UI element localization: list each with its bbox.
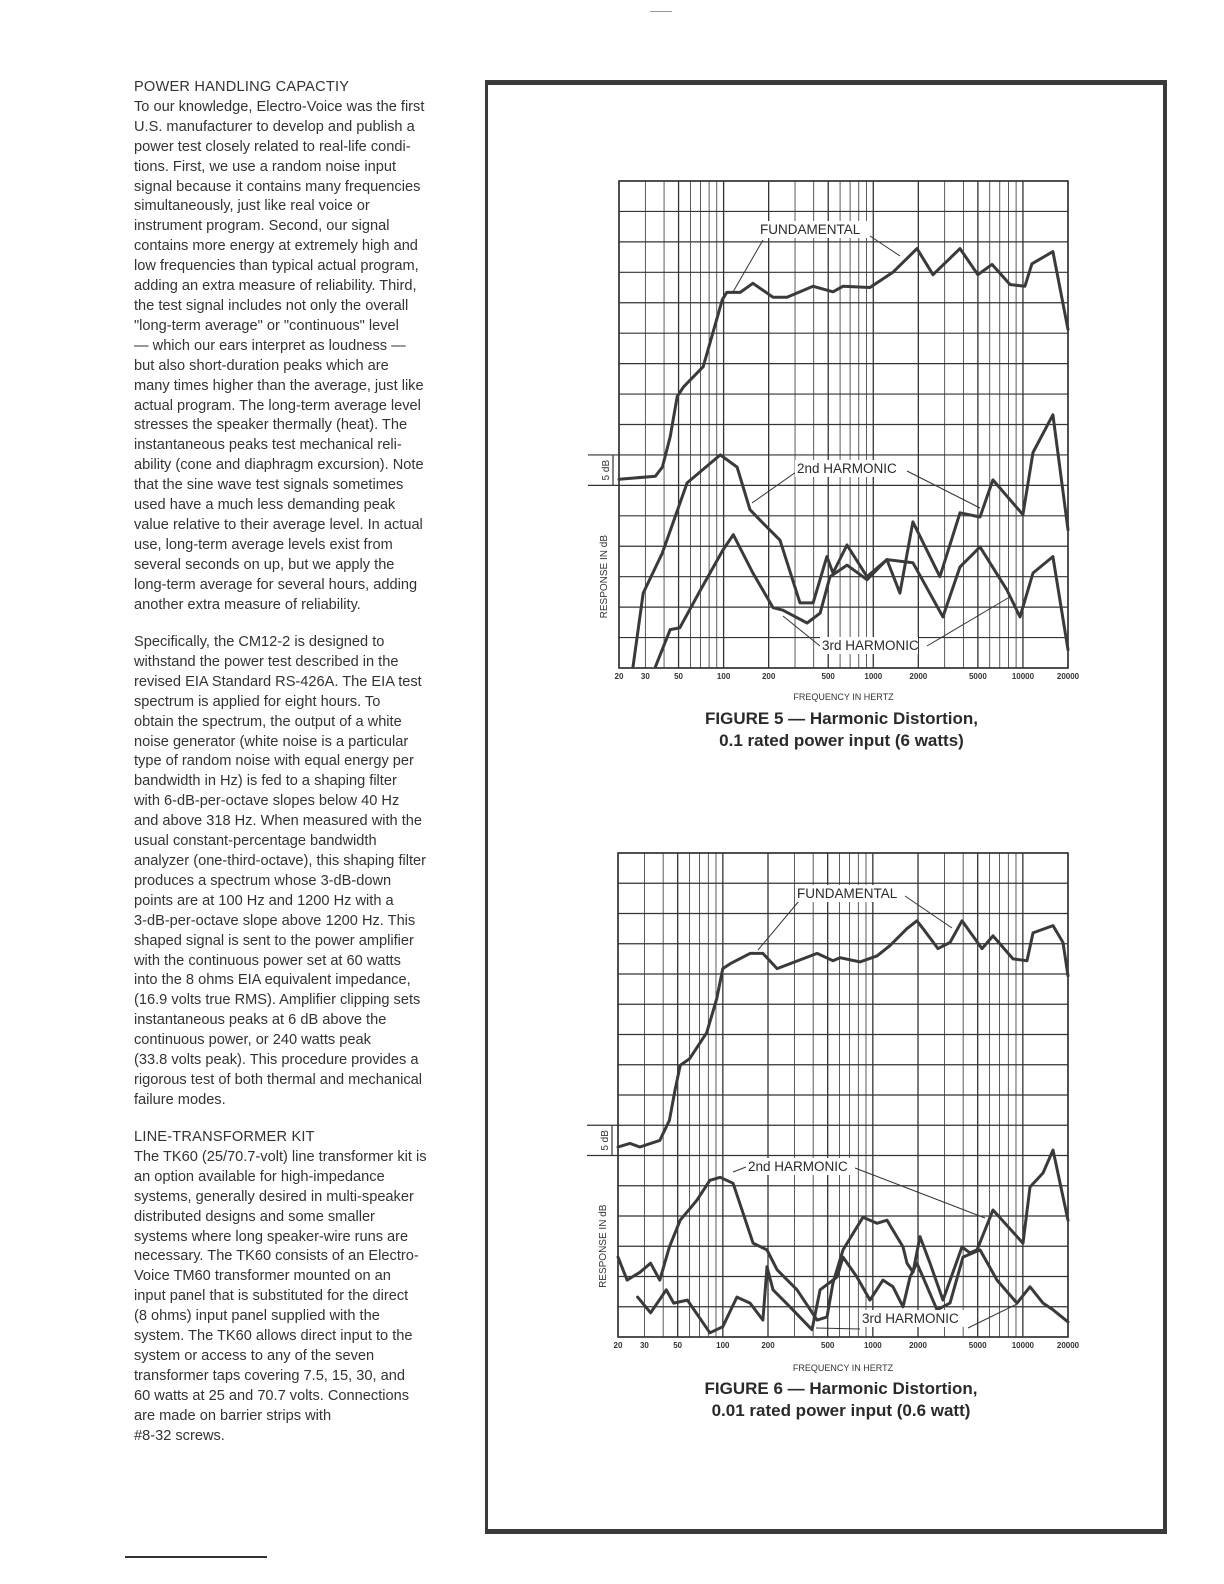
x-tick-label: 20 xyxy=(614,672,624,681)
body-text-line: long-term average for several hours, adding xyxy=(134,576,418,593)
body-text-line: actual program. The long-term average level xyxy=(134,397,421,414)
body-text-line: stresses the speaker thermally (heat). The xyxy=(134,417,408,434)
body-text-line: — which our ears interpret as loudness — xyxy=(134,337,406,354)
body-text-line: an option available for high-impedance xyxy=(134,1168,385,1185)
body-text-line: Specifically, the CM12-2 is designed to xyxy=(134,634,385,650)
body-text-line: U.S. manufacturer to develop and publish a xyxy=(134,118,415,135)
body-text-line: simultaneously, just like real voice or xyxy=(134,198,370,215)
body-text-line: another extra measure of reliability. xyxy=(134,596,361,613)
body-text-line: contains more energy at extremely high and xyxy=(134,238,418,255)
body-text-line: but also short-duration peaks which are xyxy=(134,357,389,374)
x-tick-label: 100 xyxy=(716,672,731,681)
x-tick-label: 200 xyxy=(761,672,776,681)
figure-caption-title: FIGURE 5 — Harmonic Distortion, xyxy=(705,709,978,728)
body-text-line: The TK60 (25/70.7-volt) line transformer kit is xyxy=(134,1148,427,1165)
body-text-line: system. The TK60 allows direct input to the xyxy=(134,1328,413,1345)
x-tick-label: 100 xyxy=(716,1341,730,1350)
figure-5-chart xyxy=(588,181,1080,750)
body-text-line: use, long-term average levels exist from xyxy=(134,536,393,553)
scale-marker-label: 5 dB xyxy=(600,1130,611,1151)
body-text-line: the test signal includes not only the overall xyxy=(134,297,409,314)
annotation-label: 2nd HARMONIC xyxy=(748,1159,848,1174)
body-text-line: To our knowledge, Electro-Voice was the first xyxy=(134,98,425,115)
annotation-leader-line xyxy=(870,236,900,256)
section-heading: LINE-TRANSFORMER KIT xyxy=(134,1129,315,1145)
x-tick-label: 2000 xyxy=(909,1341,927,1350)
body-text-line: type of random noise with equal energy per xyxy=(134,753,414,770)
annotation-leader-line xyxy=(758,901,799,950)
body-text-line: 60 watts at 25 and 70.7 volts. Connections xyxy=(134,1387,410,1404)
body-text-line: Voice TM60 transformer mounted on an xyxy=(134,1268,391,1285)
body-text-line: several seconds on up, but we apply the xyxy=(134,556,395,573)
x-tick-label: 50 xyxy=(674,672,684,681)
body-text-line: instrument program. Second, our signal xyxy=(134,218,390,235)
figure-6-chart xyxy=(587,853,1080,1420)
body-text-line: power test closely related to real-life condi- xyxy=(134,138,411,155)
x-tick-label: 10000 xyxy=(1011,1341,1034,1350)
body-text-line: failure modes. xyxy=(134,1091,226,1108)
annotation-label: 3rd HARMONIC xyxy=(822,638,919,653)
annotation-leader-line xyxy=(733,240,763,292)
body-text-line: revised EIA Standard RS-426A. The EIA test xyxy=(134,673,422,690)
body-text-line: (8 ohms) input panel supplied with the xyxy=(134,1308,380,1325)
body-text-line: systems, generally desired in multi-speaker xyxy=(134,1188,414,1205)
annotation-label: 3rd HARMONIC xyxy=(862,1311,959,1326)
figure-caption-subtitle: 0.1 rated power input (6 watts) xyxy=(719,731,964,750)
scale-marker-label: 5 dB xyxy=(601,459,612,481)
body-text-line: instantaneous peaks at 6 dB above the xyxy=(134,1012,387,1029)
x-tick-label: 500 xyxy=(821,1341,835,1350)
annotation-leader-line xyxy=(733,1167,746,1172)
body-text-line: low frequencies than typical actual program, xyxy=(134,258,419,275)
body-text-line: system or access to any of the seven xyxy=(134,1347,375,1364)
x-tick-label: 1000 xyxy=(863,1341,882,1350)
annotation-label: 2nd HARMONIC xyxy=(797,461,897,476)
body-text-line: continuous power, or 240 watts peak xyxy=(134,1032,371,1049)
section-heading: POWER HANDLING CAPACTIY xyxy=(134,79,350,95)
annotation-leader-line xyxy=(968,1304,1017,1328)
body-text-line: (33.8 volts peak). This procedure provides a xyxy=(134,1052,419,1069)
x-axis-label: FREQUENCY IN HERTZ xyxy=(792,1363,894,1373)
body-text-line: (16.9 volts true RMS). Amplifier clipping sets xyxy=(134,992,421,1009)
body-text-line: 3-dB-per-octave slope above 1200 Hz. This xyxy=(134,912,416,929)
body-text-line: with the continuous power set at 60 watts xyxy=(134,952,401,969)
body-text-line: distributed designs and some smaller xyxy=(134,1208,375,1225)
body-text-line: points are at 100 Hz and 1200 Hz with a xyxy=(134,892,394,909)
body-text-line: instantaneous peaks test mechanical reli- xyxy=(134,437,402,454)
x-tick-label: 30 xyxy=(639,1341,649,1350)
x-tick-label: 20000 xyxy=(1056,1341,1080,1350)
body-text-line: usual constant-percentage bandwidth xyxy=(134,833,377,850)
x-axis-label: FREQUENCY IN HERTZ xyxy=(793,692,894,702)
body-text-line: shaped signal is sent to the power amplifier xyxy=(134,932,414,949)
figure-caption-subtitle: 0.01 rated power input (0.6 watt) xyxy=(711,1401,971,1420)
body-text-line: produces a spectrum whose 3-dB-down xyxy=(134,872,392,889)
annotation-leader-line xyxy=(752,472,796,503)
annotation-leader-line xyxy=(816,1328,860,1329)
body-text-line: ability (cone and diaphragm excursion). Note xyxy=(134,457,424,474)
x-tick-label: 5000 xyxy=(968,672,987,681)
body-text-line: value relative to their average level. In actual xyxy=(134,516,423,533)
series-line-2nd-harmonic xyxy=(618,1150,1068,1320)
x-tick-label: 500 xyxy=(821,672,835,681)
body-text-line: systems where long speaker-wire runs are xyxy=(134,1228,409,1245)
x-tick-label: 2000 xyxy=(909,672,928,681)
x-tick-label: 1000 xyxy=(864,672,883,681)
x-tick-label: 10000 xyxy=(1011,672,1035,681)
body-text-line: analyzer (one-third-octave), this shaping filter xyxy=(134,852,427,869)
body-text-line: "long-term average" or "continuous" level xyxy=(134,317,399,334)
series-line-3rd-harmonic xyxy=(638,1250,1068,1333)
body-text-line: withstand the power test described in the xyxy=(134,653,399,670)
body-text-line: necessary. The TK60 consists of an Electro- xyxy=(134,1248,419,1265)
body-text-line: tions. First, we use a random noise input xyxy=(134,158,397,175)
body-text-line: adding an extra measure of reliability. Third, xyxy=(134,278,417,295)
x-tick-label: 5000 xyxy=(968,1341,987,1350)
body-text-line: that the sine wave test signals sometimes xyxy=(134,477,404,494)
body-text-line: bandwidth in Hz) is fed to a shaping filter xyxy=(134,773,397,790)
body-text-line: obtain the spectrum, the output of a white xyxy=(134,713,402,730)
series-line-2nd-harmonic xyxy=(633,415,1068,667)
body-text-line: and above 318 Hz. When measured with the xyxy=(134,813,422,830)
body-text-line: rigorous test of both thermal and mechanical xyxy=(134,1071,422,1088)
body-text-line: noise generator (white noise is a particular xyxy=(134,733,409,750)
body-text-line: are made on barrier strips with xyxy=(134,1407,332,1424)
x-tick-label: 30 xyxy=(640,672,650,681)
body-text-line: many times higher than the average, just like xyxy=(134,377,424,394)
annotation-label: FUNDAMENTAL xyxy=(797,886,898,901)
x-tick-label: 20 xyxy=(613,1341,623,1350)
x-tick-label: 50 xyxy=(673,1341,683,1350)
annotation-leader-line xyxy=(927,598,1008,646)
body-text-line: spectrum is applied for eight hours. To xyxy=(134,693,381,710)
annotation-label: FUNDAMENTAL xyxy=(760,222,861,237)
body-text-line: #8-32 screws. xyxy=(134,1427,225,1444)
body-text-line: transformer taps covering 7.5, 15, 30, and xyxy=(134,1367,405,1384)
body-text-line: into the 8 ohms EIA equivalent impedance, xyxy=(134,972,411,989)
body-text-line: input panel that is substituted for the direct xyxy=(134,1288,409,1305)
annotation-leader-line xyxy=(855,1168,985,1218)
body-text-line: used have a much less demanding peak xyxy=(134,497,396,514)
body-text-line: with 6-dB-per-octave slopes below 40 Hz xyxy=(134,793,400,810)
y-axis-label: RESPONSE IN dB xyxy=(599,535,610,619)
body-text-line: signal because it contains many frequencies xyxy=(134,178,421,195)
figure-caption-title: FIGURE 6 — Harmonic Distortion, xyxy=(704,1379,978,1398)
footer-rule xyxy=(125,1556,267,1558)
y-axis-label: RESPONSE IN dB xyxy=(598,1204,609,1288)
x-tick-label: 200 xyxy=(761,1341,775,1350)
x-tick-label: 20000 xyxy=(1056,672,1080,681)
